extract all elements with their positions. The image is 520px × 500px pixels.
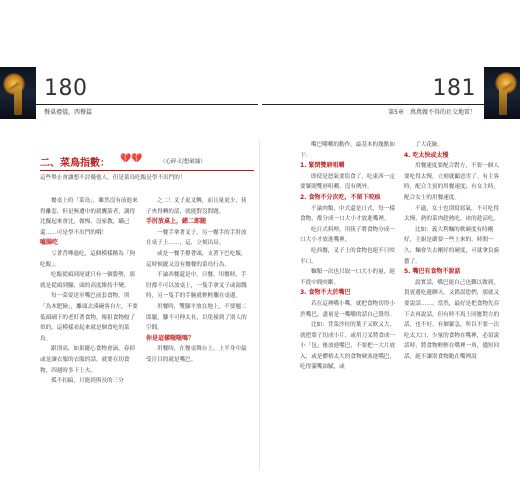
paragraph: 吃飯從頭到尾就只有一個姿勢，那就是從頭到腳，頭的高度維持不變。 xyxy=(40,272,135,289)
paragraph: 或是一餐手撐著頭，支著下巴吃飯，這時候擺又沒有餐餐的菜鳥行為。 xyxy=(146,250,247,268)
paragraph: 比如：背菜沙拉的葉子又軟又大，就把葉子切成小片，或用刀叉將食成一小「包」後放進嘴巴，不要把一大片放入，或是體格太大的食物硬塞進嘴巴，吃得滿嘴油膩，或 xyxy=(300,322,396,371)
right-page-header xyxy=(262,76,484,116)
subheading: 4. 吃太快或太慢 xyxy=(404,151,449,159)
paragraph: 用餐速度要配合對方，不要一個人要吃得太慢，立刻就顯惡劣了。有主客時，配合主賓的用餐速度；有女主時，配合女士的用餐速度。 xyxy=(404,163,500,201)
subheading: 手肘放桌上，錯二郎腿 xyxy=(146,218,207,226)
paragraph: 若在這裡嘴小嘴，就把食物切得小於嘴巴，盡量是一嘴嚼的話自己覺得。 xyxy=(300,300,396,318)
subheading: 5. 嘴巴有食物不說話 xyxy=(404,268,461,276)
paragraph: 說實話，嘴巴能自己也難以做到，貴賓邊吃邊聊天，又錯誤您們，那就又要說話……。當然，最好是把食物先吞下去再說話，但有時不馬上回應對方的話，也不好。有個緊急，所以不要一次吃太大口，少量的食物在嘴裡，必須說話時，將食物輕輕在嘴裡一角，儘短回話，絕不讓別食物跑在嘴裡說 xyxy=(404,279,500,360)
paragraph: 比如：義大利麵的軟硬度有時剛好，主廚是嚴要一些上來的，時間一久，麵會失去剛好的硬度，可就拿負廚藝了。 xyxy=(404,226,500,265)
left-page-number: 180 xyxy=(44,76,88,101)
left-page-header xyxy=(36,76,258,116)
paragraph: 跟別高，如果擺心食物會滴，春掉或是讓衣服的衣服的話，就要在切食物，四週時多下上夫。 xyxy=(40,346,135,374)
right-page-number: 181 xyxy=(432,76,476,101)
left-header-rule xyxy=(36,104,258,105)
section-title-note: （心碎‧幻想破滅） xyxy=(160,159,206,165)
page-gutter xyxy=(259,140,260,470)
paragraph: 吃日式料理，用筷子將食物分成一口大小才放進嘴裡。 xyxy=(300,226,395,244)
paragraph: 用餐時，雙腳平放在地上，不要翹二郎腿，腳不可伸太長，以免撞到了別人的空間。 xyxy=(146,303,247,332)
paragraph: 不論西餐還是中，日餐，用餐時，手肘都不可以放桌上，一隻手拿叉子或湯瓢時，另一隻手的手腕就輕輕擱在桌邊。 xyxy=(146,272,247,300)
subheading: 1. 緊閉雙唇咀嚼 xyxy=(300,162,345,170)
paragraph: 一餐手拿著叉子，另一餐手的手肘放在桌子上……，這，立刻出局。 xyxy=(146,229,247,247)
paragraph: 亏著背嘩過吃，這個模樣稱為「狗吃飯」。 xyxy=(40,250,135,268)
subheading: 噓腸吃 xyxy=(40,239,59,247)
right-page-column-2 xyxy=(404,140,504,362)
paragraph: 不論肉類，中式還是日式，每一樣食物，都分成一口大小才放進嘴裡。 xyxy=(300,205,395,223)
section-intro: 這些舉止會讓想不討優他人，但是菜鳥吃飯是學不出門的！ xyxy=(40,175,186,181)
subheading: 3. 食物不大於嘴巴 xyxy=(300,289,351,297)
right-header-rule xyxy=(262,104,484,105)
right-page-column-1 xyxy=(300,140,398,373)
paragraph: 了大花臉。 xyxy=(415,142,443,148)
paragraph: 每一菜要送至嘴巴前套食物，別「為木肥臉」，離頭去湊碗客自左，不要低頭刷下的老盯著食物，像狙食物般了似的，這模樣看起來就是個食吃的菜鳥。 xyxy=(40,293,138,342)
left-running-head: 餐桌禮儀，西餐篇 xyxy=(44,109,93,116)
paragraph: 即使是怒氣要盜食了，吃東西一定要緊閉雙唇咀嚼，沒有例外。 xyxy=(300,173,395,191)
subheading: 你是這樣嗤嗤嗎？ xyxy=(146,334,195,342)
paragraph: 孤不扣搞，只能到與長的三分 xyxy=(51,378,124,385)
section-title-text: 二、菜鳥指數： xyxy=(40,158,110,169)
left-page-column-2 xyxy=(146,196,252,366)
broken-heart-icons: 💔💔 xyxy=(120,154,143,164)
paragraph: 用餐時，在餐桌舞台上，上半身中最受注目的就是嘴巴。 xyxy=(146,346,247,363)
paragraph: 吃西餐，叉子上的食物也絕不只咬半口。 xyxy=(300,247,395,265)
section-title-rule xyxy=(40,170,254,171)
paragraph: 嘴巴嚼嚼的動作，最基本的幾點如下： xyxy=(300,142,395,159)
paragraph: 之二！叉子更叉轉，而且量更少，筷子夾得轉的話，就能對沒問題。 xyxy=(146,198,247,215)
paragraph: 不過，女士也別寫寫氣，不可吃得太慢，熟的菜肉趁熱吃，冰的趁涼吃。 xyxy=(404,205,500,223)
left-page-column-1 xyxy=(40,196,140,387)
header-image-right xyxy=(484,67,520,119)
subheading: 2. 食物不分次吃，不留下咬痕 xyxy=(300,193,381,201)
right-running-head: 第5章 萬萬做不得的社交地雷！ xyxy=(388,109,476,116)
paragraph: 餐桌上的「菜鳥」，雖然沒有前進來得離套，但是無遭中的殺鷹箭者，講得比擬起來會比，做慢、沒家教，瞞己還……可是學不出門的哦！ xyxy=(40,198,138,236)
paragraph: 麵類一次也只取一口大小的量，絕不從中間咬斷。 xyxy=(300,269,395,286)
section-title xyxy=(40,154,250,168)
header-image-left xyxy=(0,67,36,119)
